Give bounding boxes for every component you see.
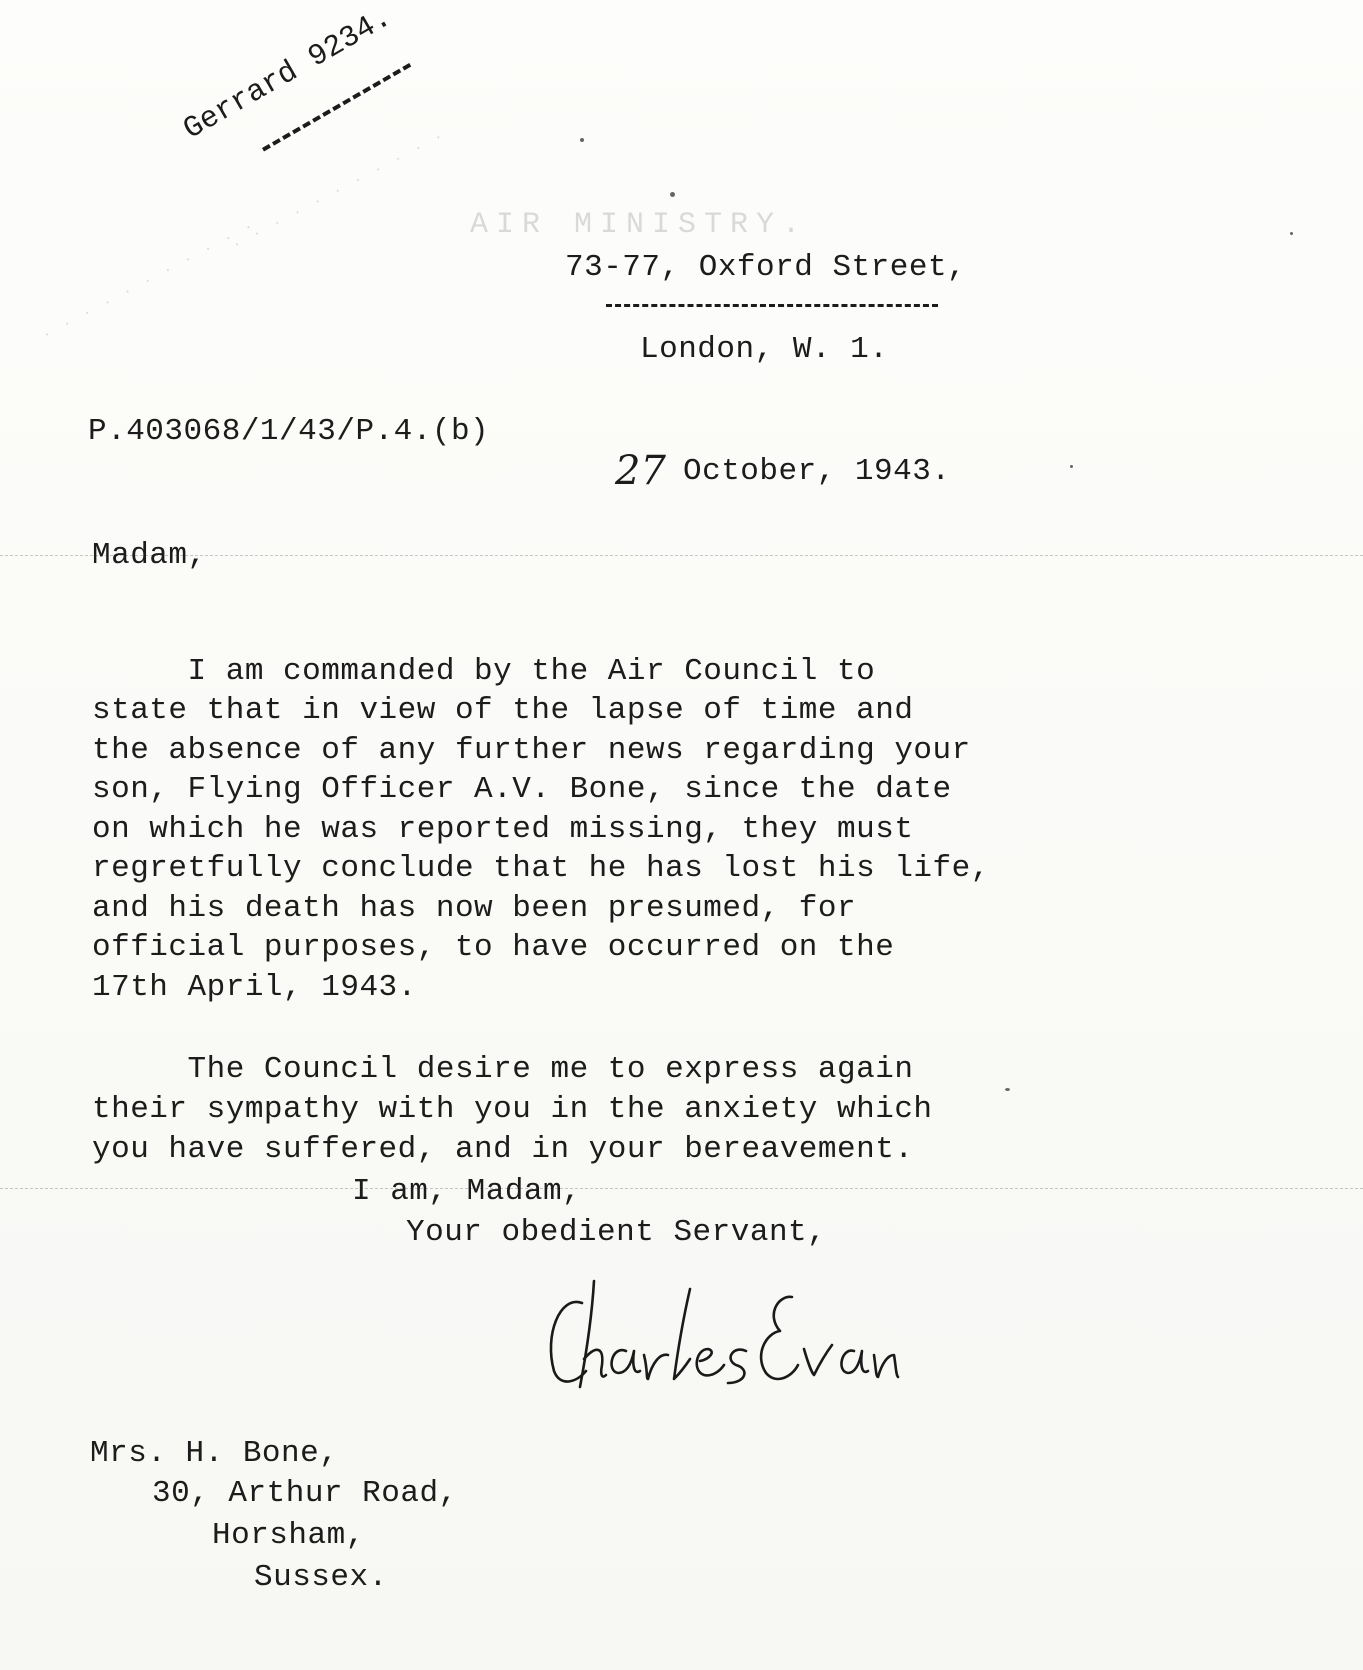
paragraph-1-line: regretfully conclude that he has lost his life, bbox=[92, 851, 990, 886]
address-line-1: 73-77, Oxford Street, bbox=[565, 250, 967, 285]
salutation: Madam, bbox=[92, 538, 207, 573]
recipient-name: Mrs. H. Bone, bbox=[90, 1436, 339, 1471]
handwritten-signature bbox=[540, 1275, 900, 1395]
ghost-stamp-text: · · · · · · · · · · · bbox=[230, 127, 449, 255]
paragraph-2-line: The Council desire me to express again bbox=[92, 1052, 914, 1087]
paragraph-1-line: on which he was reported missing, they must bbox=[92, 811, 914, 847]
recipient-town: Horsham, bbox=[212, 1518, 365, 1553]
date-text: October, 1943. bbox=[683, 454, 951, 489]
closing-line-2: Your obedient Servant, bbox=[406, 1215, 827, 1250]
address-underline bbox=[606, 304, 938, 307]
paragraph-2-line: their sympathy with you in the anxiety which bbox=[92, 1092, 933, 1127]
paragraph-1-line: son, Flying Officer A.V. Bone, since the date bbox=[92, 772, 952, 807]
paragraph-1-line: official purposes, to have occurred on the bbox=[92, 930, 895, 965]
ghost-stamp-text: · · · · · · · · · · · bbox=[40, 217, 259, 345]
paragraph-1-line: and his death has now been presumed, for bbox=[92, 890, 857, 926]
paper-speck bbox=[580, 138, 584, 142]
paragraph-1-line: the absence of any further news regarding your bbox=[92, 732, 971, 768]
telephone-number: Gerrard 9234. bbox=[178, 0, 398, 148]
recipient-county: Sussex. bbox=[254, 1560, 388, 1595]
closing-line-1: I am, Madam, bbox=[352, 1174, 582, 1209]
letterhead-ghost: AIR MINISTRY. bbox=[470, 208, 809, 242]
paper-speck bbox=[670, 192, 675, 197]
paragraph-1-line: 17th April, 1943. bbox=[92, 969, 417, 1005]
paper-speck bbox=[1290, 232, 1293, 235]
address-line-2: London, W. 1. bbox=[640, 332, 889, 367]
recipient-street: 30, Arthur Road, bbox=[152, 1476, 458, 1511]
paper-speck bbox=[1005, 1088, 1010, 1091]
date-day-handwritten: 27 bbox=[615, 448, 666, 494]
paper-speck bbox=[1070, 465, 1073, 468]
paragraph-1-line: state that in view of the lapse of time and bbox=[92, 693, 914, 728]
reference-number: P.403068/1/43/P.4.(b) bbox=[88, 414, 490, 449]
paragraph-1-line: I am commanded by the Air Council to bbox=[92, 653, 876, 689]
paragraph-2-line: you have suffered, and in your bereavement. bbox=[92, 1132, 914, 1167]
